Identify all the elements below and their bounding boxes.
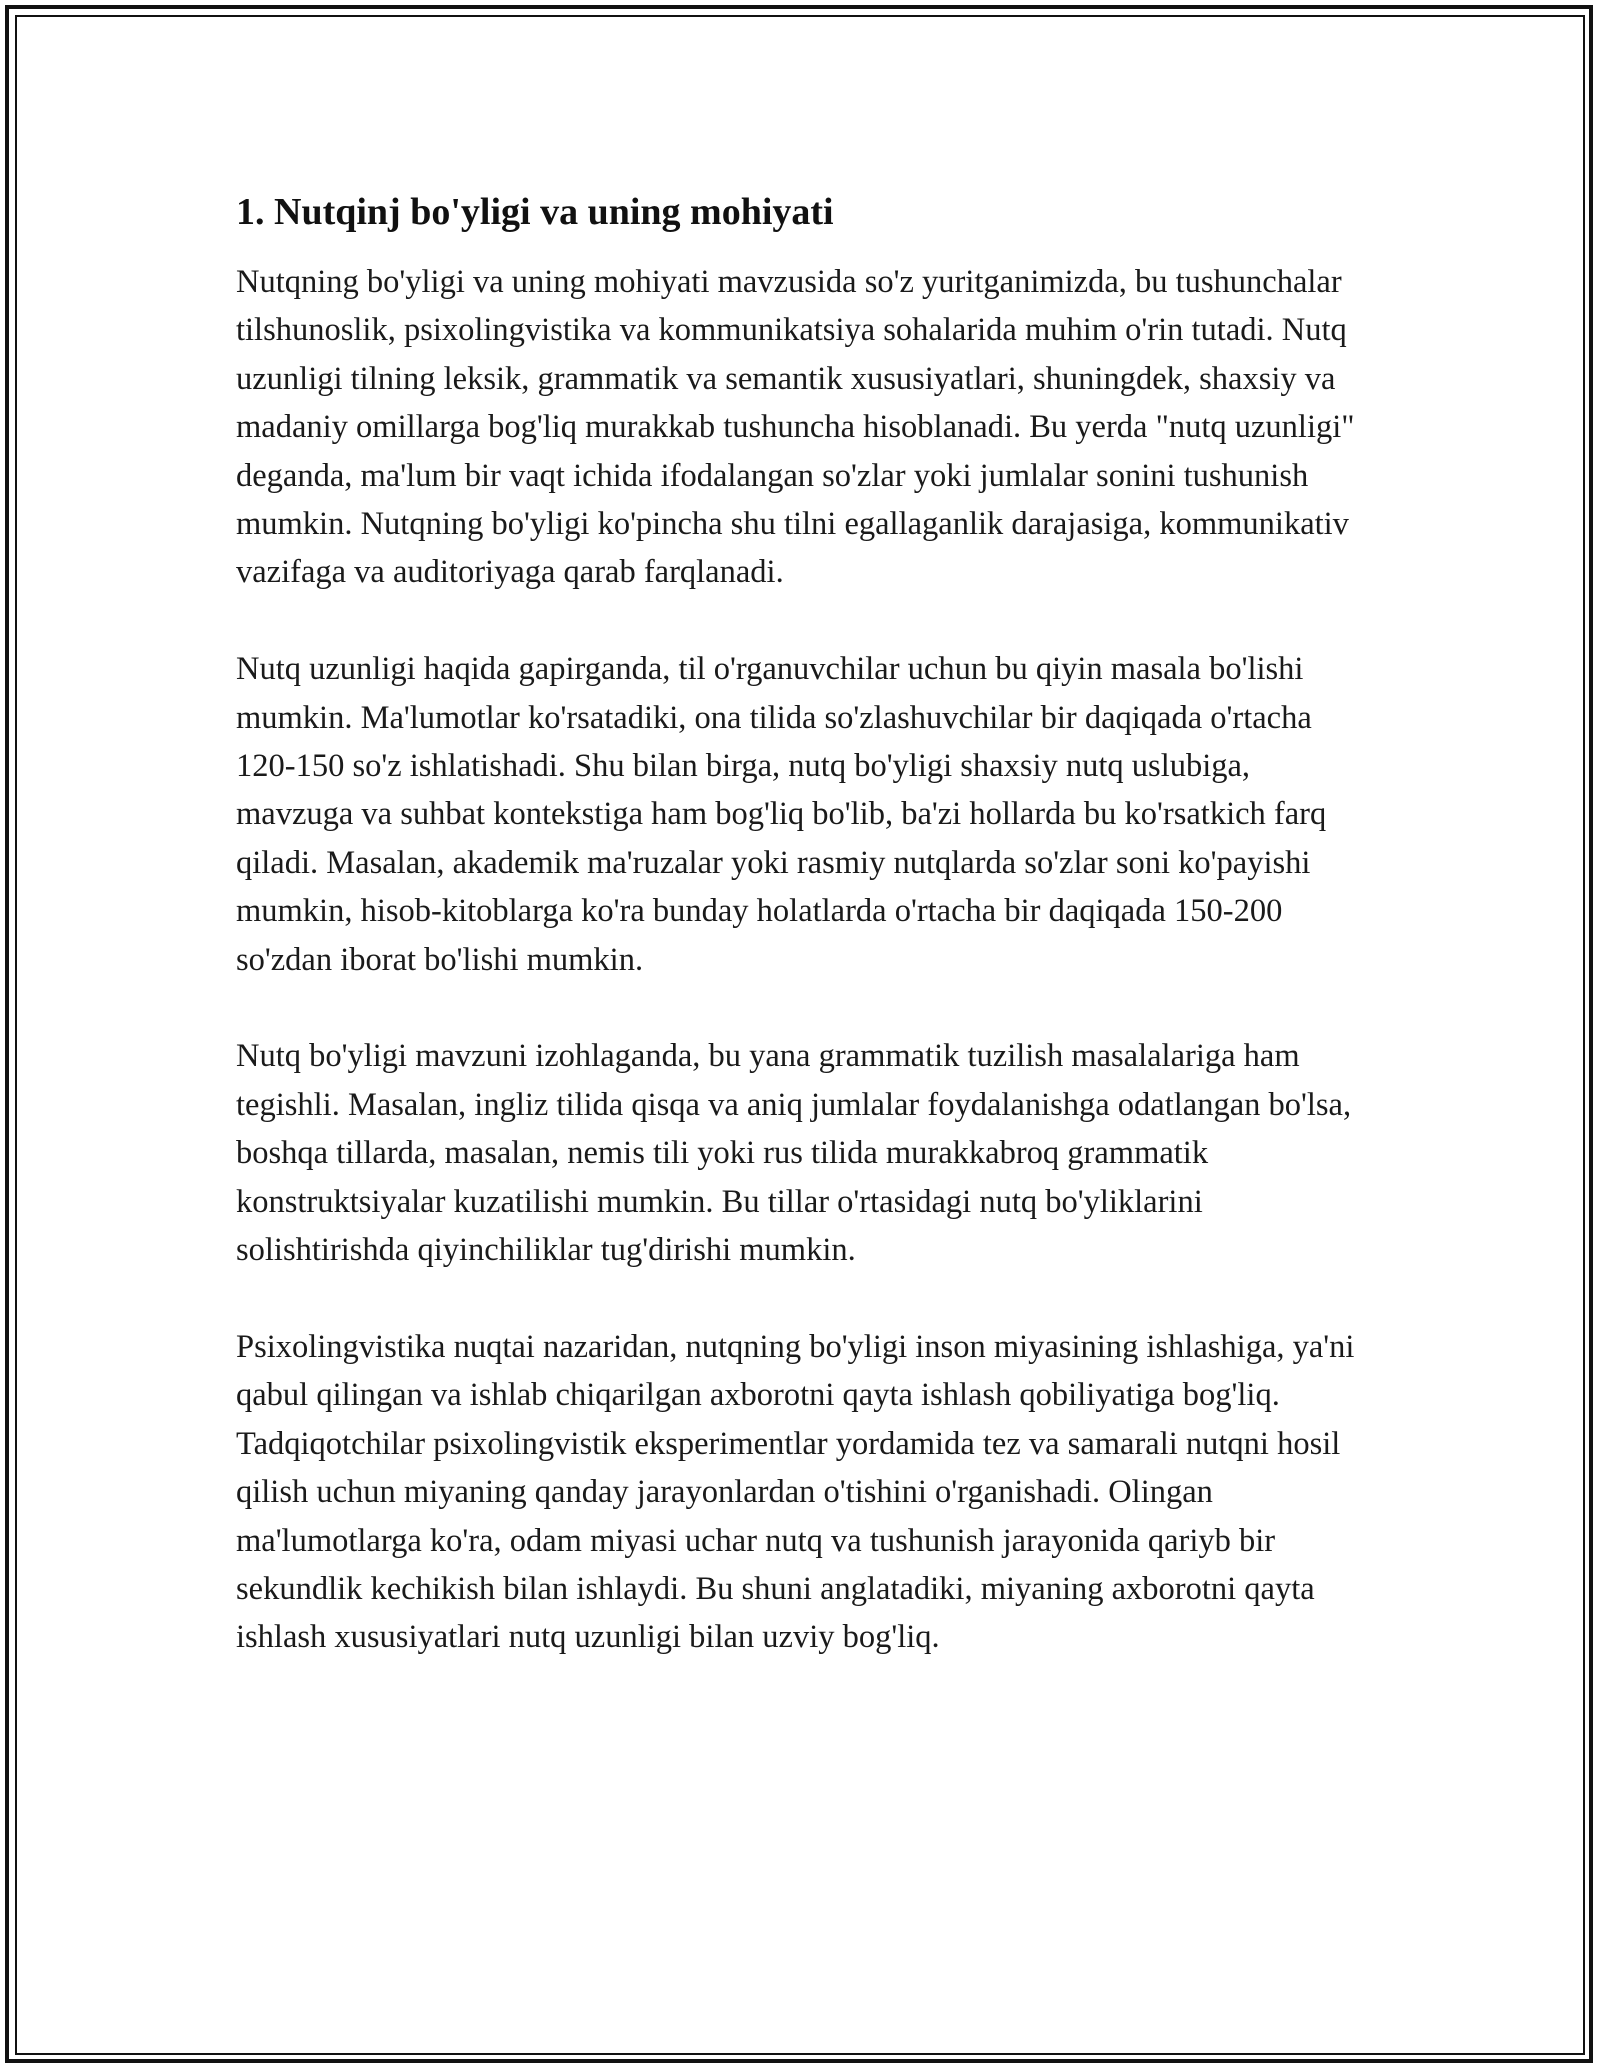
paragraph-4: Psixolingvistika nuqtai nazaridan, nutqning bo'yligi inson miyasining ishlashiga, ya'ni qabul qilingan va ishlab chiqarilgan axborotni qayta ishlash qobiliyatiga bog'liq. Tadqiqotchilar psixolingvistik eksperimentlar yordamida tez va samarali nutqni hosil qilish uchun miyaning qanday jarayonlardan o'tishini o'rganishadi. Olingan ma'lumotlarga ko'ra, odam miyasi uchar nutq va tushunish jarayonida qariyb bir sekundlik kechikish bilan ishlaydi. Bu shuni anglatadiki, miyaning axborotni qayta ishlash xususiyatlari nutq uzunligi bilan uzviy bog'liq. bbox=[236, 1328, 1355, 1656]
paragraph-2: Nutq uzunligi haqida gapirganda, til o'rganuvchilar uchun bu qiyin masala bo'lishi mumkin. Ma'lumotlar ko'rsatadiki, ona tilida so'zlashuvchilar bir daqiqada o'rtacha 120-150 so'z ishlatishadi. Shu bilan birga, nutq bo'yligi shaxsiy nutq uslubiga, mavzuga va suhbat kontekstiga ham bog'liq bo'lib, ba'zi hollarda bu ko'rsatkich farq qiladi. Masalan, akademik ma'ruzalar yoki rasmiy nutqlarda so'zlar soni ko'payishi mumkin, hisob-kitoblarga ko'ra bunday holatlarda o'rtacha bir daqiqada 150-200 so'zdan iborat bo'lishi mumkin. bbox=[236, 651, 1327, 978]
paragraph-3: Nutq bo'yligi mavzuni izohlaganda, bu yana grammatik tuzilish masalalariga ham tegishli. Masalan, ingliz tilida qisqa va aniq jumlalar foydalanishga odatlangan bo'lsa, boshqa tillarda, masalan, nemis tili yoki rus tilida murakkabroq grammatik konstruktsiyalar kuzatilishi mumkin. Bu tillar o'rtasidagi nutq bo'yliklarini solishtirishda qiyinchiliklar tug'dirishi mumkin. bbox=[236, 1038, 1352, 1269]
section-heading: 1. Nutqinj bo'yligi va uning mohiyati bbox=[236, 191, 834, 233]
document-body bbox=[236, 188, 1366, 1710]
paragraph-1: Nutqning bo'yligi va uning mohiyati mavzusida so'z yuritganimizda, bu tushunchalar tilshunoslik, psixolingvistika va kommunikatsiya sohalarida muhim o'rin tutadi. Nutq uzunligi tilning leksik, grammatik va semantik xususiyatlari, shuningdek, shaxsiy va madaniy omillarga bog'liq murakkab tushuncha hisoblanadi. Bu yerda "nutq uzunligi" deganda, ma'lum bir vaqt ichida ifodalangan so'zlar yoki jumlalar sonini tushunish mumkin. Nutqning bo'yligi ko'pincha shu tilni egallaganlik darajasiga, kommunikativ vazifaga va auditoriyaga qarab farqlanadi. bbox=[236, 264, 1355, 591]
